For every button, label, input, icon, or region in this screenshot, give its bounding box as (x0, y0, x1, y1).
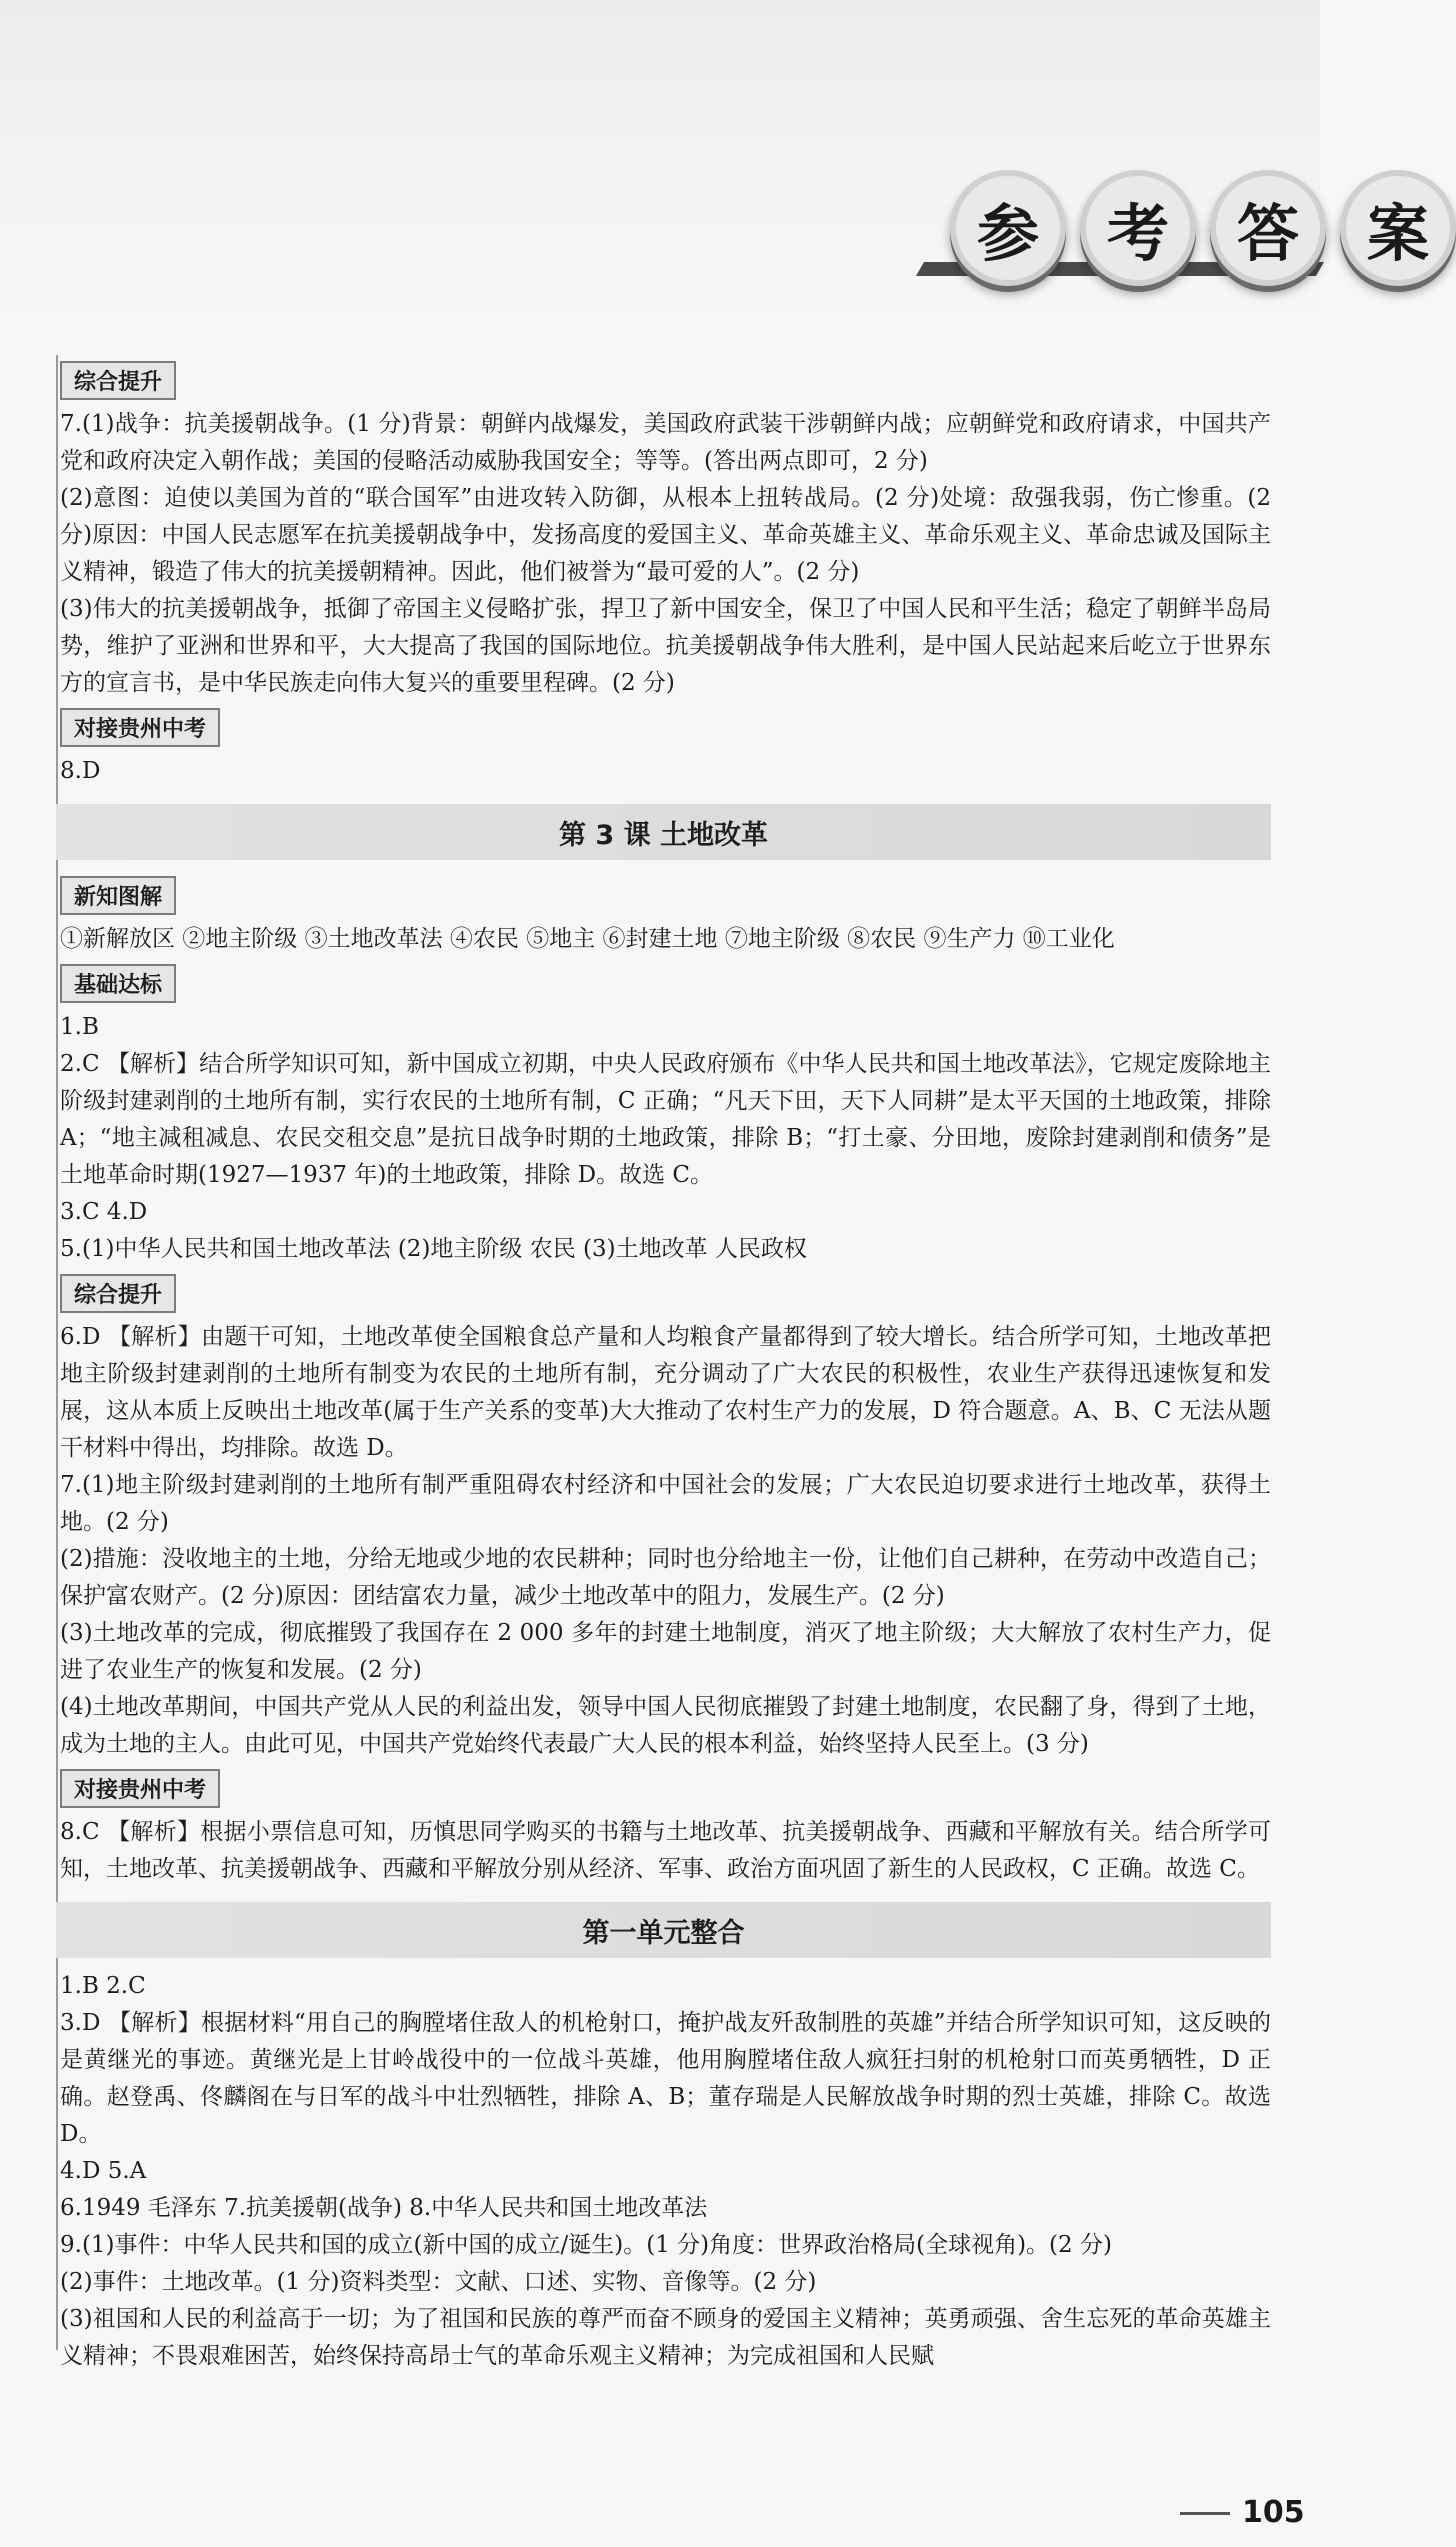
answer-text: 7.(1)战争：抗美援朝战争。(1 分)背景：朝鲜内战爆发，美国政府武装干涉朝鲜内战；应朝鲜党和政府请求，中国共产党和政府决定入朝作战；美国的侵略活动威胁我国安全；等等。(答出两点即可，2 分) (60, 411, 1271, 474)
answer-content (56, 355, 1271, 2375)
answer-text: 1.B 2.C (60, 1973, 146, 1999)
answer-text: 3.C 4.D (60, 1199, 148, 1225)
answer-text: (2)事件：土地改革。(1 分)资料类型：文献、口述、实物、音像等。(2 分) (60, 2269, 817, 2295)
section-tag: 对接贵州中考 (60, 708, 220, 747)
title-char: 案 (1340, 170, 1456, 286)
answer-text: (2)措施：没收地主的土地，分给无地或少地的农民耕种；同时也分给地主一份，让他们自己耕种，在劳动中改造自己；保护富农财产。(2 分)原因：团结富农力量，减少土地改革中的阻力，发展生产。(2 分) (60, 1546, 1271, 1609)
title-char: 参 (950, 170, 1066, 286)
answer-text: (2)意图：迫使以美国为首的“联合国军”由进攻转入防御，从根本上扭转战局。(2 分)处境：敌强我弱，伤亡惨重。(2 分)原因：中国人民志愿军在抗美援朝战争中，发扬高度的爱国主义、革命英雄主义、革命乐观主义、革命忠诚及国际主义精神，锻造了伟大的抗美援朝精神。因此，他们被誉为“最可爱的人”。(2 分) (60, 485, 1271, 585)
answer-text: 7.(1)地主阶级封建剥削的土地所有制严重阻碍农村经济和中国社会的发展；广大农民迫切要求进行土地改革，获得土地。(2 分) (60, 1472, 1271, 1535)
page-title (950, 170, 1456, 286)
answer-text: ①新解放区 ②地主阶级 ③土地改革法 ④农民 ⑤地主 ⑥封建土地 ⑦地主阶级 ⑧农民 ⑨生产力 ⑩工业化 (60, 926, 1115, 952)
answer-text: 6.1949 毛泽东 7.抗美援朝(战争) 8.中华人民共和国土地改革法 (60, 2195, 708, 2221)
unit-title: 第一单元整合 (56, 1902, 1271, 1958)
section-tag: 新知图解 (60, 876, 176, 915)
answer-text: (3)祖国和人民的利益高于一切；为了祖国和民族的尊严而奋不顾身的爱国主义精神；英勇顽强、舍生忘死的革命英雄主义精神；不畏艰难困苦，始终保持高昂士气的革命乐观主义精神；为完成祖国和人民赋 (60, 2306, 1271, 2369)
section-tag: 综合提升 (60, 361, 176, 400)
answer-text: (3)伟大的抗美援朝战争，抵御了帝国主义侵略扩张，捍卫了新中国安全，保卫了中国人民和平生活；稳定了朝鲜半岛局势，维护了亚洲和世界和平，大大提高了我国的国际地位。抗美援朝战争伟大胜利，是中国人民站起来后屹立于世界东方的宣言书，是中华民族走向伟大复兴的重要里程碑。(2 分) (60, 596, 1271, 696)
section-tag: 对接贵州中考 (60, 1769, 220, 1808)
answer-text: 3.D 【解析】根据材料“用自己的胸膛堵住敌人的机枪射口，掩护战友歼敌制胜的英雄”并结合所学知识可知，这反映的是黄继光的事迹。黄继光是上甘岭战役中的一位战斗英雄，他用胸膛堵住敌人疯狂扫射的机枪射口而英勇牺牲，D 正确。赵登禹、佟麟阁在与日军的战斗中壮烈牺牲，排除 A、B；董存瑞是人民解放战争时期的烈士英雄，排除 C。故选 D。 (60, 2010, 1271, 2147)
page-number-text: 105 (1242, 2495, 1305, 2530)
title-char: 考 (1080, 170, 1196, 286)
section-tag: 基础达标 (60, 964, 176, 1003)
answer-text: 8.D (60, 758, 101, 784)
answer-text: 9.(1)事件：中华人民共和国的成立(新中国的成立/诞生)。(1 分)角度：世界政治格局(全球视角)。(2 分) (60, 2232, 1112, 2258)
answer-text: 8.C 【解析】根据小票信息可知，历慎思同学购买的书籍与土地改革、抗美援朝战争、西藏和平解放有关。结合所学可知，土地改革、抗美援朝战争、西藏和平解放分别从经济、军事、政治方面巩固了新生的人民政权，C 正确。故选 C。 (60, 1819, 1271, 1882)
answer-text: (4)土地改革期间，中国共产党从人民的利益出发，领导中国人民彻底摧毁了封建土地制度，农民翻了身，得到了土地，成为土地的主人。由此可见，中国共产党始终代表最广大人民的根本利益，始终坚持人民至上。(3 分) (60, 1694, 1271, 1757)
answer-text: 6.D 【解析】由题干可知，土地改革使全国粮食总产量和人均粮食产量都得到了较大增长。结合所学可知，土地改革把地主阶级封建剥削的土地所有制变为农民的土地所有制，充分调动了广大农民的积极性，农业生产获得迅速恢复和发展，这从本质上反映出土地改革(属于生产关系的变革)大大推动了农村生产力的发展，D 符合题意。A、B、C 无法从题干材料中得出，均排除。故选 D。 (60, 1324, 1271, 1461)
answer-text: 4.D 5.A (60, 2158, 147, 2184)
answer-text: 5.(1)中华人民共和国土地改革法 (2)地主阶级 农民 (3)土地改革 人民政权 (60, 1236, 807, 1262)
answer-text: 2.C 【解析】结合所学知识可知，新中国成立初期，中央人民政府颁布《中华人民共和国土地改革法》，它规定废除地主阶级封建剥削的土地所有制，实行农民的土地所有制，C 正确；“凡天下田，天下人同耕”是太平天国的土地政策，排除 A；“地主减租减息、农民交租交息”是抗日战争时期的土地政策，排除 B；“打土豪、分田地，废除封建剥削和债务”是土地革命时期(1927—1937 年)的土地政策，排除 D。故选 C。 (60, 1051, 1271, 1188)
answer-text: 1.B (60, 1014, 99, 1040)
page-number (1180, 2495, 1305, 2530)
lesson-title: 第 3 课 土地改革 (56, 804, 1271, 860)
answer-text: (3)土地改革的完成，彻底摧毁了我国存在 2 000 多年的封建土地制度，消灭了地主阶级；大大解放了农村生产力，促进了农业生产的恢复和发展。(2 分) (60, 1620, 1271, 1683)
section-tag: 综合提升 (60, 1274, 176, 1313)
footer-dash (1180, 2512, 1230, 2515)
title-char: 答 (1210, 170, 1326, 286)
